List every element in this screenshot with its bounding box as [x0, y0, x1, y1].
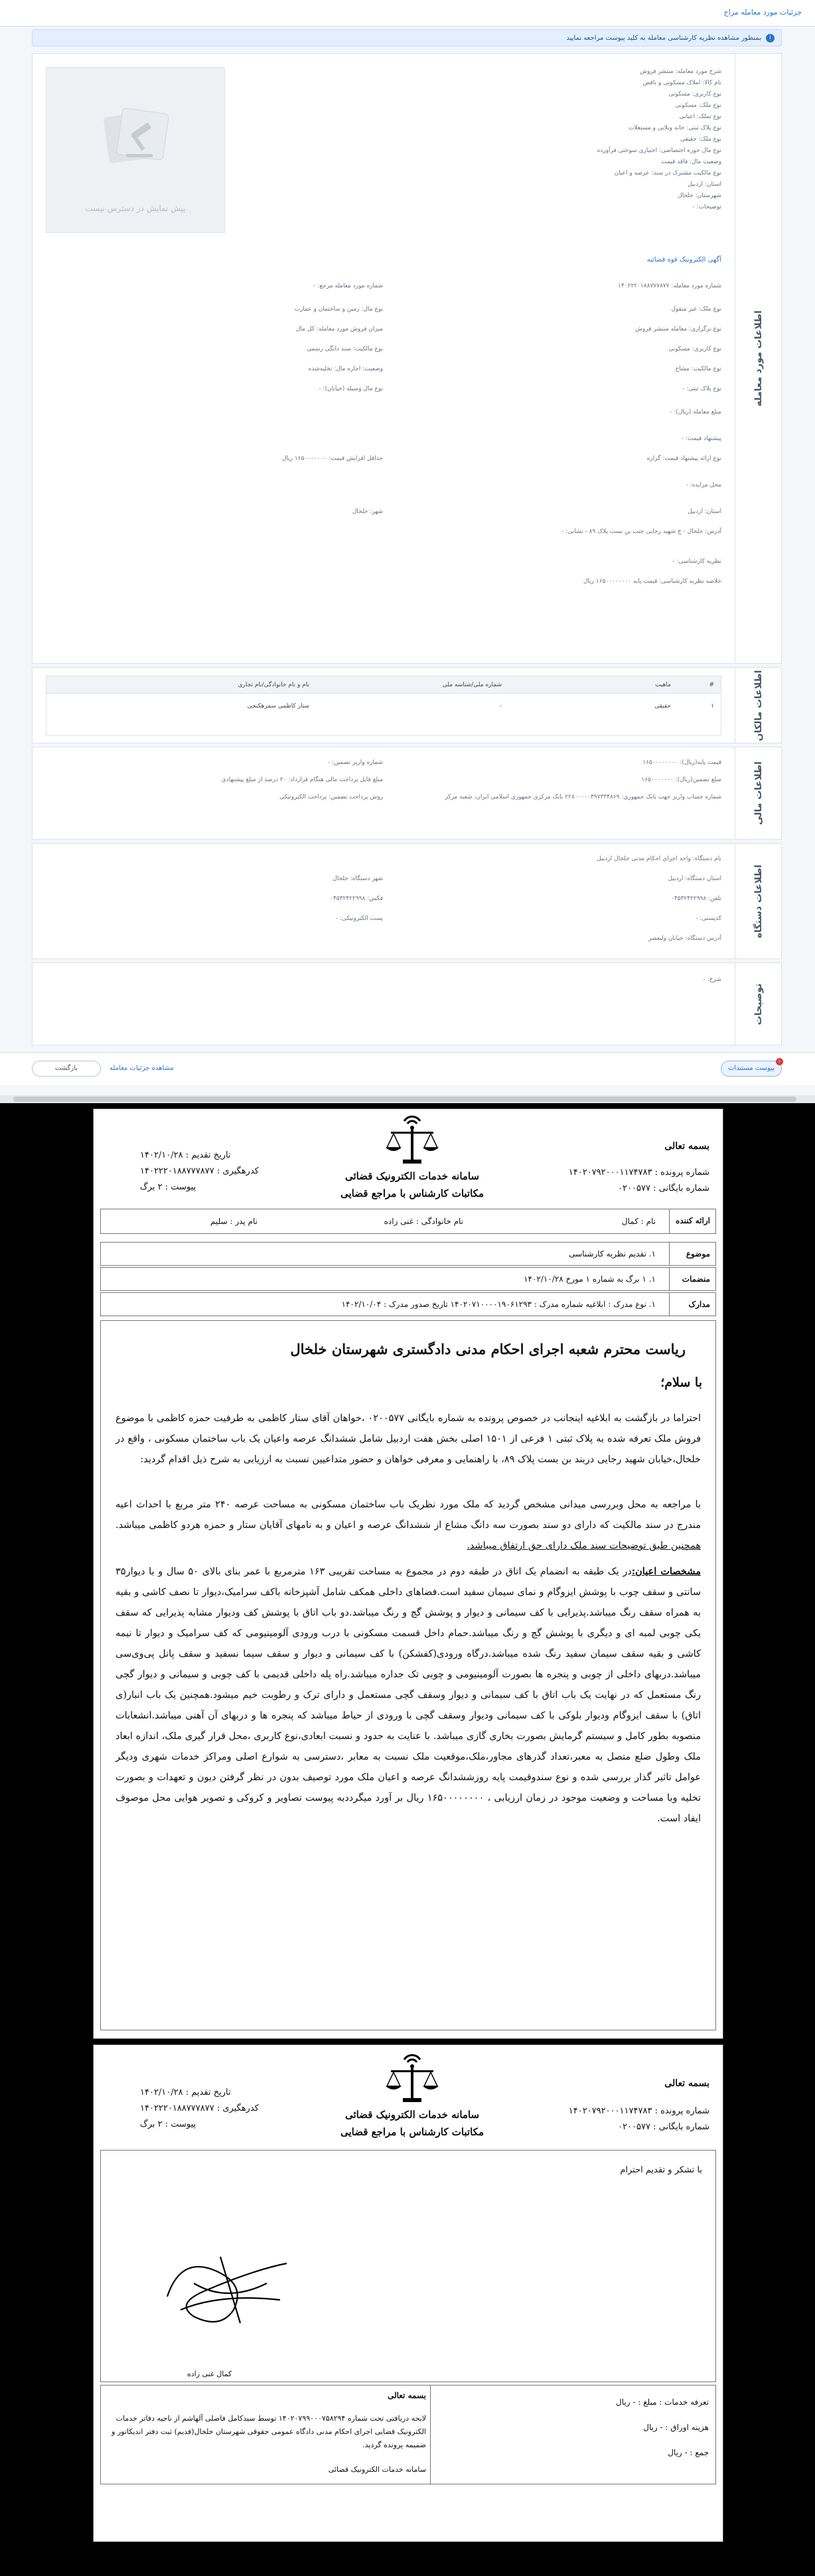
property-field: شرح مورد معامله: منتشر فروش — [640, 68, 721, 75]
detail-field: شهر: خلخال — [352, 508, 383, 515]
detail-field: نوع کاربری: مسکونی — [668, 346, 721, 352]
table-header — [46, 676, 721, 694]
scales-of-justice-icon — [379, 2052, 445, 2105]
cell: ۱ — [711, 703, 714, 710]
detail-field: نوع مالکیت: سند دانگی رسمی — [307, 346, 383, 352]
paragraph: با مراجعه به محل وبررسی میدانی مشخص گردید که ملک مورد نظریک باب ساختمان مسکونی به مساحت عرصه ۲۴۰ متر مربع با احداث اعیه مندرج در سند مالکیت که دارای دو سند بصورت سه دانگ مشاع از ششدانگ عرصه و اعیان و به نامهای آقایان ستار و حمزه هردو کاظمی میباشد. همچنین طبق توضیحات سند ملک دارای حق ارتفاق میباشد. — [115, 1499, 701, 1551]
detail-field: حداقل افزایش قیمت: ۱۶۵۰۰۰۰۰۰۰ ریال — [281, 455, 383, 462]
col-header: ماهیت — [655, 682, 671, 688]
panel-title: جزئیات مورد معامله مزاج — [723, 8, 802, 17]
horizontal-scrollbar[interactable] — [0, 1095, 815, 1103]
property-field: نوع مالکیت مشترک در سند: عرصه و اعیان — [614, 170, 721, 177]
attachments-button[interactable] — [721, 1061, 782, 1077]
paragraph: مشخصات اعیان:در یک طبقه به انضمام یک اتاق در طبقه دوم در مجموع به مساحت تقریبی ۱۶۳ مترمربع با عمر بنای بالای ۵۰ سال و با دیوار۳۵ سانتی و سقف چوب با پوشش ایزوگام و نمای سیمان سفید است.فضاهای داخلی همکف شامل آشپزخانه باکف سرامیک،دیوار تا نصف کاشی و بقیه به همراه سقف رنگ میباشد.پذیرایی با کف سیمانی و دیوار و پوشش گچ و رنگ میباشد.دو باب اتاق با پوشش کف ودیوار مشابه پذیرایی که سقف یکی چوبی لمبه ای و دیگری با پوشش گچ و رنگ میباشد.حمام داخل قسمت مسکونی با درب ورودی آلومینیومی که کف سرامیک و دیوار تا نیمه کاشی و بقیه سقف سیمان سفید رنگ شده میباشد.درگاه ورودی(کفشکن) با کف سیمانی و دیوار و سقف سیما نسفید و سقف پانل پی‌وی‌سی میباشد.دربهای داخلی از چوبی و پنجره ها بصورت آلومینیومی و چوبی تک جداره میباشد.راه پله داخلی قدیمی با کف چوبی و سیمانی و دیوار گچی رنگ مستعمل که در نهایت یک باب اتاق با کف سیمانی و دیوار وسقف گچی مستعمل و دارای ترک و رطوبت خیم میشود.همچنین یک باب انبار(ی اتاق) با سقف ایزوگام ودیوار بلوکی با کف سیمانی ودیوار وسقف گچی با ورودی از حیاط میباشد که پنجره ها و دربهای آن آهنی میباشد.انشعابات منصوبه بطور کامل و سیستم گرمایش بصورت بخاری گازی میباشد. با عنایت به حدود و نسبت ابعادی،نوع کاربری ،محل قرار گیری ملک، اندازه ابعاد ملک وطول ضلع متصل به معبر،تعداد گذرهای مجاور،ملک،موقعیت ملک نسبت به معابر ،دسترسی به شوارع اصلی ومراکز خدمات شهری ودیگر عوامل تاثیر گذار بررسی شده و نوع سندوقیمت پایه روزششدانگ عرصه و اعیان ملک مورد توصیف بدون در نظر گرفتن دیون و تعهدات و بصورت تخلیه وبا مساحت و وضعیت موجود در زمان ارزیابی ، ۱۶۵۰۰۰۰۰۰۰۰ ریال بر آورد میگرددبه پیوست تصاویر و کروکی و تصویر هوایی محل موصوف ایفاد است. — [115, 1566, 702, 1824]
closing-thanks: با تشکر و تقدیم احترام — [620, 2165, 702, 2175]
basmala: بسمه تعالی — [664, 2078, 709, 2089]
org-field: شهر دستگاه: خلخال — [333, 875, 383, 882]
image-caption: پیش نمایش در دسترس نیست — [85, 204, 186, 213]
enclosures-value: ۱. ۱ برگ به شماره ۱ مورخ ۱۴۰۲/۱۰/۲۸ — [524, 1274, 656, 1284]
org-section — [32, 843, 782, 959]
property-field: توضیحات: - — [692, 204, 721, 210]
letter-heading: ریاست محترم شعبه اجرای احکام مدنی دادگستری شهرستان خلخال — [290, 1341, 686, 1357]
info-icon: i — [766, 34, 775, 42]
view-details-link[interactable]: مشاهده جزئیات معامله — [110, 1065, 174, 1072]
case-number: شماره پرونده : ۱۴۰۲۰۷۹۲۰۰۰۱۱۷۴۷۸۳ — [568, 1168, 709, 1177]
detail-field: نوع پلاک ثبتی: - — [682, 386, 721, 392]
detail-field: خلاصه نظریه کارشناسی: قیمت پایه ۱۶۵۰۰۰۰۰۰۰۰ ریال — [583, 578, 721, 585]
submitter-row — [100, 1209, 716, 1234]
tracking-code: کدرهگیری : ۱۴۰۲۲۲۰۱۸۸۷۷۷۸۷۷ — [140, 1166, 259, 1176]
documents-row — [100, 1292, 716, 1316]
last-name: نام خانوادگی : غنی زاده — [384, 1217, 463, 1226]
fee-amount: تعرفه خدمات : مبلغ : - ریال — [616, 2397, 709, 2407]
owners-section — [32, 667, 782, 743]
org-field: استان دستگاه: اردبیل — [668, 875, 721, 882]
panel-footer — [0, 1052, 815, 1085]
detail-field: نوع برگزاری: معامله منتشر فروش — [635, 326, 721, 333]
property-field: نوع کاربری: مسکونی — [668, 91, 721, 98]
section-label: اطلاعات دستگاه — [735, 844, 781, 958]
letter-closing — [100, 2150, 716, 2382]
letter-page-2 — [93, 2044, 723, 2542]
deal-info-section — [32, 53, 782, 664]
row-label: مدارک — [669, 1293, 715, 1316]
finance-field: روش پرداخت تضمین: پرداخت الکترونیکی — [279, 794, 383, 800]
org-field: پست الکترونیکی: - — [335, 915, 383, 922]
attachment-count: پیوست : ۲ برگ — [140, 2119, 196, 2129]
col-header: نام و نام خانوادگی/نام تجاری — [238, 682, 309, 688]
detail-field: شماره مورد معامله: ۱۴۰۲۲۲۰۱۸۸۷۷۷۸۷۷ — [618, 283, 721, 289]
letter-page-1 — [93, 1108, 723, 2039]
property-field: شهرستان: خلخال — [678, 192, 721, 199]
scales-of-justice-icon — [379, 1113, 445, 1166]
property-field: استان: اردبیل — [688, 181, 721, 188]
letter-body — [100, 1320, 716, 2030]
finance-field: مبلغ تضمین(ریال): ۱۶۵۰۰۰۰۰۰۰ — [641, 777, 721, 783]
greeting: با سلام؛ — [660, 1375, 702, 1390]
auction-link[interactable]: آگهی الکترونیک قوه قضائیه — [646, 256, 721, 264]
section-label: اطلاعات مالکان — [735, 668, 781, 743]
image-placeholder — [46, 67, 225, 233]
archive-number: شماره بایگانی : ۰۲۰۰۵۷۷ — [618, 1183, 709, 1193]
detail-field: پیشنهاد قیمت: - — [682, 435, 721, 442]
cell: حقیقی — [654, 703, 671, 710]
description-text: شرح: - — [703, 976, 721, 983]
footer-box — [100, 2385, 716, 2484]
detail-field: نوع مال: زمین و ساختمان و عمارت — [294, 306, 383, 313]
org-subtitle: مکاتبات کارشناس با مراجع قضایی — [340, 1187, 484, 1199]
org-name: سامانه خدمات الکترونیک قضائی — [344, 2109, 480, 2121]
deal-details-panel — [0, 0, 815, 1095]
detail-field: مبلغ معامله (ریال): - — [670, 409, 721, 416]
signer-name: کمال غنی زاده — [187, 2370, 232, 2378]
first-name: نام : کمال — [621, 1217, 656, 1226]
cell: - — [499, 703, 502, 710]
subject-value: ۱. تقدیم نظریه کارشناسی — [569, 1249, 656, 1258]
section-label: اطلاعات مورد معامله — [735, 54, 781, 663]
notice-text: بمنظور مشاهده نظریه کارشناسی معامله به کلید پیوست مراجعه نمایید — [566, 35, 761, 42]
property-field: نوع تملک: اعیانی — [679, 114, 721, 120]
org-field: آدرس دستگاه: خیابان ولیعصر — [648, 935, 721, 942]
signature — [154, 2243, 300, 2336]
property-field: نام کالا: املاک مسکونی و ناقص — [642, 80, 721, 86]
detail-field: شماره مورد معامله مرجع: - — [313, 283, 383, 289]
row-label: موضوع — [669, 1243, 715, 1265]
stamp-box — [101, 2386, 433, 2484]
detail-field: نظریه کارشناسی: - — [672, 558, 721, 565]
detail-field: وضعیت: اجاره مال: تخلیه‌شده — [308, 366, 383, 372]
detail-field: محل مزایده: - — [686, 482, 721, 489]
owners-table — [46, 676, 721, 735]
description-section — [32, 962, 782, 1045]
col-header: شماره ملی/شناسه ملی — [442, 682, 502, 688]
attachments-count: ۱ — [776, 1058, 783, 1065]
property-field: نوع مال حوزه اختصاصی: اختیاری سوختی فرآورده — [597, 147, 721, 154]
tracking-code: کدرهگیری : ۱۴۰۲۲۲۰۱۸۸۷۷۷۸۷۷ — [140, 2103, 259, 2113]
back-button[interactable]: بازگشت — [32, 1061, 101, 1077]
finance-section — [32, 747, 782, 840]
detail-field: استان: اردبیل — [688, 508, 721, 515]
detail-field: نوع مالکیت: مشاع — [675, 366, 721, 372]
detail-field: آدرس: خلخال - خ شهید رجایی جنب بن بست پلاک ۸۹ - نشانی: - — [561, 528, 721, 535]
paragraph: احتراما در بازگشت به ابلاغیه اینجانب در خصوص پرونده به شماره بایگانی ۰۲۰۰۵۷۷ ،خواهان آقای ستار کاظمی به طرفیت حمزه کاظمی با موضوع فروش ملک تعرفه شده به پلاک ثبتی ۱ فرعی از ۱۵۰۱ اصلی بخش هفت اردبیل شامل ششدانگ عرصه واعیان یک باب ساختمان مسکونی ، واقع در خلخال،خیابان شهید رجایی دربند بن بست پلاک ۸۹، با راهنمایی و معرفی خواهان و حضور متداعیین نسبت به ارزیابی به شرح ذیل اقدام گردید: — [115, 1413, 702, 1465]
attachment-count: پیوست : ۲ برگ — [140, 1182, 196, 1192]
section-label: توضیحات — [735, 963, 781, 1045]
info-notice — [32, 29, 782, 46]
org-subtitle: مکاتبات کارشناس با مراجع قضایی — [340, 2126, 484, 2138]
finance-field: شماره واریز تضمین: - — [327, 759, 383, 766]
org-field: فکس: ۰۴۵۳۲۴۲۲۹۹۸ — [330, 895, 383, 902]
archive-number: شماره بایگانی : ۰۲۰۰۵۷۷ — [618, 2122, 709, 2132]
document-viewer — [0, 1103, 815, 2576]
subject-row — [100, 1242, 716, 1266]
org-name: سامانه خدمات الکترونیک قضائی — [344, 1170, 480, 1182]
detail-field: میزان فروش مورد معامله: کل مال — [295, 326, 383, 333]
finance-field: قیمت پایه(ریال): ۱۶۵۰۰۰۰۰۰۰۰ — [642, 759, 721, 766]
detail-field: نوع مال وسیله (خیابان): - — [319, 386, 383, 392]
finance-field: مبلغ قابل پرداخت مالی هنگام قرارداد: ۲۰ درصد از مبلغ پیشنهادی — [221, 777, 383, 783]
documents-value: ۱. نوع مدرک : ابلاغیه شماره مدرک : ۱۴۰۲۰۷۱۰۰۰۰۱۹۰۶۱۲۹۳ تاریخ صدور مدرک : ۱۴۰۲/۱۰/۰۴ — [341, 1300, 656, 1309]
paper-fee: هزینه اوراق : - ریال — [643, 2423, 709, 2432]
row-label: ارائه کننده — [669, 1209, 715, 1233]
property-field: نوع ملک: حقیقی — [680, 136, 721, 143]
cell: ستار کاظمی سمرهکنجی — [247, 703, 309, 710]
property-field: نوع پلاک ثبتی: خانه ویلایی و مستغلات — [628, 125, 721, 131]
stamp-title: بسمه تعالی — [387, 2391, 426, 2400]
property-field: وضعیت مال: فاقد قیمت — [661, 159, 721, 165]
col-header: # — [709, 682, 714, 688]
submit-date: تاریخ تقدیم : ۱۴۰۲/۱۰/۲۸ — [140, 1150, 231, 1160]
detail-field: نوع ارائه پیشنهاد قیمت: گزاره — [646, 455, 721, 462]
gavel-icon — [100, 108, 173, 167]
father-name: نام پدر : سلیم — [210, 1217, 258, 1226]
fee-total: جمع : - ریال — [668, 2448, 709, 2457]
stamp-org: سامانه خدمات الکترونیک قضائی — [328, 2465, 426, 2474]
org-field: کدپستی: - — [696, 915, 721, 922]
property-field: نوع ملک: مسکونی — [675, 102, 721, 109]
finance-field: شماره حساب واریز جهت بانک جمهوری: ۲۲۸۰۰۰۰۰۳۹۷۳۳۴۸۶۹ بانک مرکزی جمهوری اسلامی ایران، شعبه مرکز — [445, 794, 721, 800]
case-number: شماره پرونده : ۱۴۰۲۰۷۹۲۰۰۰۱۱۷۴۷۸۳ — [568, 2106, 709, 2116]
fees-box — [430, 2386, 715, 2484]
detail-field: نوع ملک: غیر منقول — [671, 306, 721, 313]
scrollbar-thumb[interactable] — [13, 1097, 796, 1102]
row-label: منضمات — [669, 1268, 715, 1290]
submit-date: تاریخ تقدیم : ۱۴۰۲/۱۰/۲۸ — [140, 2087, 231, 2097]
enclosures-row — [100, 1267, 716, 1291]
section-label: اطلاعات مالی — [735, 747, 781, 839]
stamp-text: لایحه دریافتی تحت شماره ۱۴۰۲۰۷۹۹۰۰۰۷۵۸۲۹۴ توسط سیدکامل فاضلی آلهاشم از ناحیه دفاتر خدمات الکترونیک قضایی اجرای احکام مدنی دادگاه عمومی حقوقی شهرستان خلخال(قدیم) ثبت دفتر اندیکاتور و ضمیمه پرونده گردید. — [111, 2414, 426, 2449]
basmala: بسمه تعالی — [664, 1141, 709, 1152]
attachments-label: پیوست مستندات — [727, 1065, 775, 1072]
panel-header — [0, 0, 815, 27]
org-field: نام دستگاه: واحد اجرای احکام مدنی خلخال اردبیل — [597, 856, 721, 862]
org-field: تلفن: ۰۴۵۳۲۴۲۲۹۹۸ — [671, 895, 721, 902]
